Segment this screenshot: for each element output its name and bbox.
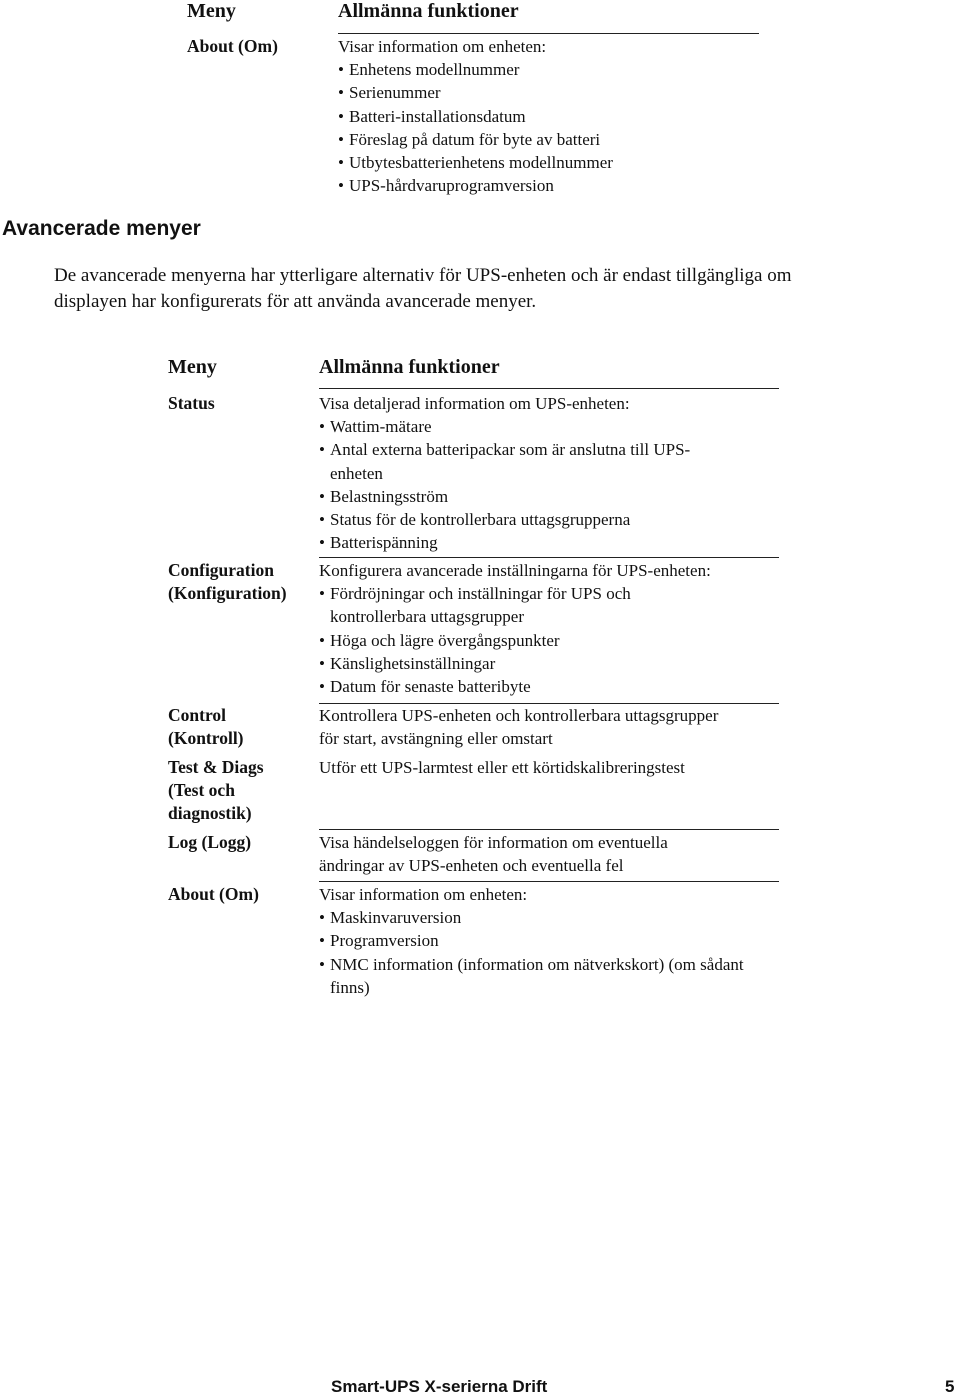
list-item: • Serienummer: [338, 81, 768, 104]
list-item: • Enhetens modellnummer: [338, 58, 768, 81]
control-menu-line: (Kontroll): [168, 728, 244, 749]
list-item: • Föreslag på datum för byte av batteri: [338, 128, 768, 151]
list-item: • Batterispänning: [319, 531, 709, 554]
list-item: • Programversion: [319, 929, 759, 952]
table2-about-description: [319, 883, 779, 999]
control-text-line: Kontrollera UPS-enheten och kontrollerbara uttagsgrupper: [319, 706, 719, 725]
table2-status-description: [319, 392, 709, 554]
control-text-line: för start, avstängning eller omstart: [319, 729, 553, 749]
table2-header-menu: Meny: [168, 356, 217, 378]
footer-title: Smart-UPS X-serierna Drift: [331, 1377, 548, 1396]
list-item: • Batteri-installationsdatum: [338, 105, 768, 128]
test-menu-line: diagnostik): [168, 803, 252, 824]
about-list: [319, 906, 759, 999]
table2-row-rule: [319, 881, 779, 882]
section-intro: [54, 263, 934, 315]
table2-configuration-description: [319, 559, 779, 698]
table2-header-rule: [319, 388, 779, 389]
status-intro: Visa detaljerad information om UPS-enheten:: [319, 394, 630, 413]
list-item: • Status för de kontrollerbara uttagsgrupperna: [319, 508, 709, 531]
list-item: • Känslighetsinställningar: [319, 652, 689, 675]
table2-row-rule: [319, 829, 779, 830]
table1-menu-about: About (Om): [187, 36, 278, 56]
section-intro-line: displayen har konfigurerats för att använda avancerade menyer.: [54, 291, 537, 312]
page-number: 5: [945, 1377, 955, 1396]
list-item: • Fördröjningar och inställningar för UPS och kontrollerbara uttagsgrupper: [319, 582, 689, 628]
table2-menu-log: Log (Logg): [168, 832, 252, 852]
table2-header-functions: Allmänna funktioner: [319, 356, 500, 378]
table2-menu-control: [168, 704, 244, 750]
table2-row-rule: [319, 557, 779, 558]
status-list: [319, 415, 709, 554]
table2-menu-status: Status: [168, 393, 215, 413]
table2-test-description: Utför ett UPS-larmtest eller ett körtidskalibreringstest: [319, 758, 685, 777]
table2-control-description: [319, 704, 789, 750]
configuration-menu-line: Configuration: [168, 560, 274, 580]
log-text-line: ändringar av UPS-enheten och eventuella fel: [319, 856, 624, 876]
table2-log-description: [319, 831, 789, 877]
table2-menu-test-diags: [168, 756, 264, 826]
control-menu-line: Control: [168, 705, 227, 725]
table1-header-rule: [338, 33, 759, 34]
section-heading: Avancerade menyer: [2, 217, 201, 240]
test-menu-line: Test & Diags: [168, 757, 264, 777]
list-item: • Datum för senaste batteribyte: [319, 675, 689, 698]
log-text-line: Visa händelseloggen för information om eventuella: [319, 833, 668, 852]
table1-about-description: [338, 35, 768, 197]
table1-about-list: [338, 58, 768, 197]
table1-header-functions: Allmänna funktioner: [338, 0, 519, 22]
list-item: • Antal externa batteripackar som är anslutna till UPS-enheten: [319, 438, 709, 484]
configuration-intro: Konfigurera avancerade inställningarna för UPS-enheten:: [319, 561, 711, 580]
list-item: • NMC information (information om nätverkskort) (om sådant finns): [319, 953, 759, 999]
list-item: • Belastningsström: [319, 485, 709, 508]
table1-about-intro: Visar information om enheten:: [338, 37, 547, 56]
table1-header-menu: Meny: [187, 0, 236, 22]
configuration-list: [319, 582, 689, 698]
table2-menu-about: About (Om): [168, 884, 259, 904]
list-item: • Höga och lägre övergångspunkter: [319, 629, 689, 652]
about-intro: Visar information om enheten:: [319, 885, 528, 904]
configuration-menu-line: (Konfiguration): [168, 583, 287, 604]
list-item: • UPS-hårdvaruprogramversion: [338, 174, 768, 197]
table2-menu-configuration: [168, 559, 287, 605]
list-item: • Maskinvaruversion: [319, 906, 759, 929]
test-menu-line: (Test och: [168, 780, 235, 801]
section-intro-line: De avancerade menyerna har ytterligare alternativ för UPS-enheten och är endast tillgängliga om: [54, 265, 792, 286]
list-item: • Wattim-mätare: [319, 415, 709, 438]
list-item: • Utbytesbatterienhetens modellnummer: [338, 151, 768, 174]
